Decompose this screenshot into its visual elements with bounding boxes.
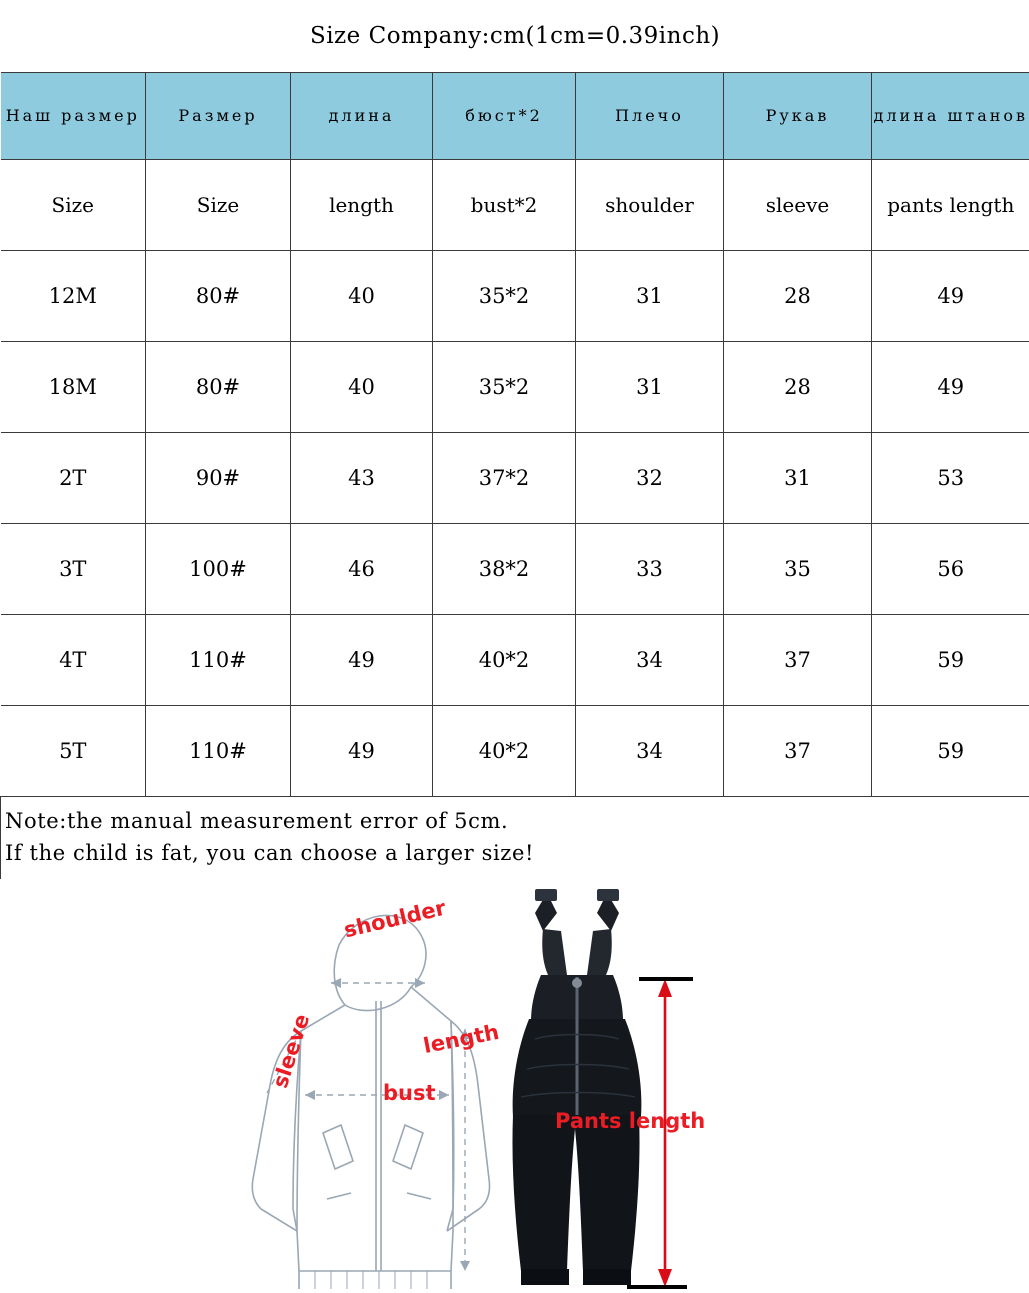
measurement-note <box>1 797 1029 880</box>
cell-length: 49 <box>291 615 433 706</box>
note-row <box>1 797 1029 880</box>
cell-length: 49 <box>291 706 433 797</box>
header-en-length: length <box>291 160 433 251</box>
label-bust: bust <box>383 1081 436 1105</box>
cell-sleeve: 28 <box>724 342 872 433</box>
label-pants-length: Pants length <box>555 1109 705 1133</box>
header-ru-pants-length: длина штанов <box>872 73 1029 160</box>
cell-sleeve: 35 <box>724 524 872 615</box>
cell-size: 12M <box>1 251 146 342</box>
table-title: Size Company:cm(1cm=0.39inch) <box>1 0 1029 73</box>
table-row <box>1 251 1029 342</box>
table-header-russian <box>1 73 1029 160</box>
cell-bust: 40*2 <box>433 615 576 706</box>
cell-size2: 90# <box>146 433 291 524</box>
cell-bust: 35*2 <box>433 251 576 342</box>
cell-size2: 80# <box>146 251 291 342</box>
cell-shoulder: 32 <box>576 433 724 524</box>
cell-sleeve: 37 <box>724 615 872 706</box>
cell-size: 18M <box>1 342 146 433</box>
header-en-size2: Size <box>146 160 291 251</box>
header-ru-shoulder: Плечо <box>576 73 724 160</box>
cell-size2: 80# <box>146 342 291 433</box>
cell-pants-length: 53 <box>872 433 1029 524</box>
cell-pants-length: 59 <box>872 615 1029 706</box>
cell-shoulder: 33 <box>576 524 724 615</box>
header-ru-size: Размер <box>146 73 291 160</box>
cell-size2: 110# <box>146 615 291 706</box>
cell-pants-length: 49 <box>872 251 1029 342</box>
header-en-sleeve: sleeve <box>724 160 872 251</box>
table-header-english <box>1 160 1029 251</box>
table-row <box>1 615 1029 706</box>
label-sleeve: sleeve <box>268 1011 314 1091</box>
table-row <box>1 706 1029 797</box>
garment-diagram <box>235 879 795 1289</box>
header-ru-sleeve: Рукав <box>724 73 872 160</box>
table-row <box>1 524 1029 615</box>
cell-shoulder: 31 <box>576 251 724 342</box>
header-ru-bust: бюст*2 <box>433 73 576 160</box>
cell-size: 4T <box>1 615 146 706</box>
cell-bust: 37*2 <box>433 433 576 524</box>
cell-size: 5T <box>1 706 146 797</box>
header-ru-length: длина <box>291 73 433 160</box>
cell-size2: 110# <box>146 706 291 797</box>
cell-sleeve: 37 <box>724 706 872 797</box>
header-en-size: Size <box>1 160 146 251</box>
note-line-1: Note:the manual measurement error of 5cm. <box>5 805 1026 837</box>
header-en-pants-length: pants length <box>872 160 1029 251</box>
cell-bust: 35*2 <box>433 342 576 433</box>
cell-length: 46 <box>291 524 433 615</box>
cell-bust: 40*2 <box>433 706 576 797</box>
cell-pants-length: 49 <box>872 342 1029 433</box>
table-row <box>1 433 1029 524</box>
measurement-figure <box>0 879 1029 1289</box>
header-en-shoulder: shoulder <box>576 160 724 251</box>
cell-length: 43 <box>291 433 433 524</box>
label-length: length <box>421 1020 501 1058</box>
table-row <box>1 342 1029 433</box>
cell-length: 40 <box>291 251 433 342</box>
header-en-bust: bust*2 <box>433 160 576 251</box>
cell-size: 3T <box>1 524 146 615</box>
cell-sleeve: 28 <box>724 251 872 342</box>
cell-length: 40 <box>291 342 433 433</box>
cell-pants-length: 56 <box>872 524 1029 615</box>
table-title-row <box>1 0 1029 73</box>
cell-sleeve: 31 <box>724 433 872 524</box>
cell-pants-length: 59 <box>872 706 1029 797</box>
cell-size2: 100# <box>146 524 291 615</box>
cell-shoulder: 34 <box>576 615 724 706</box>
cell-shoulder: 34 <box>576 706 724 797</box>
header-ru-our-size: Наш размер <box>1 73 146 160</box>
note-line-2: If the child is fat, you can choose a larger size! <box>5 837 1026 869</box>
cell-shoulder: 31 <box>576 342 724 433</box>
cell-size: 2T <box>1 433 146 524</box>
cell-bust: 38*2 <box>433 524 576 615</box>
label-shoulder: shoulder <box>342 896 448 943</box>
